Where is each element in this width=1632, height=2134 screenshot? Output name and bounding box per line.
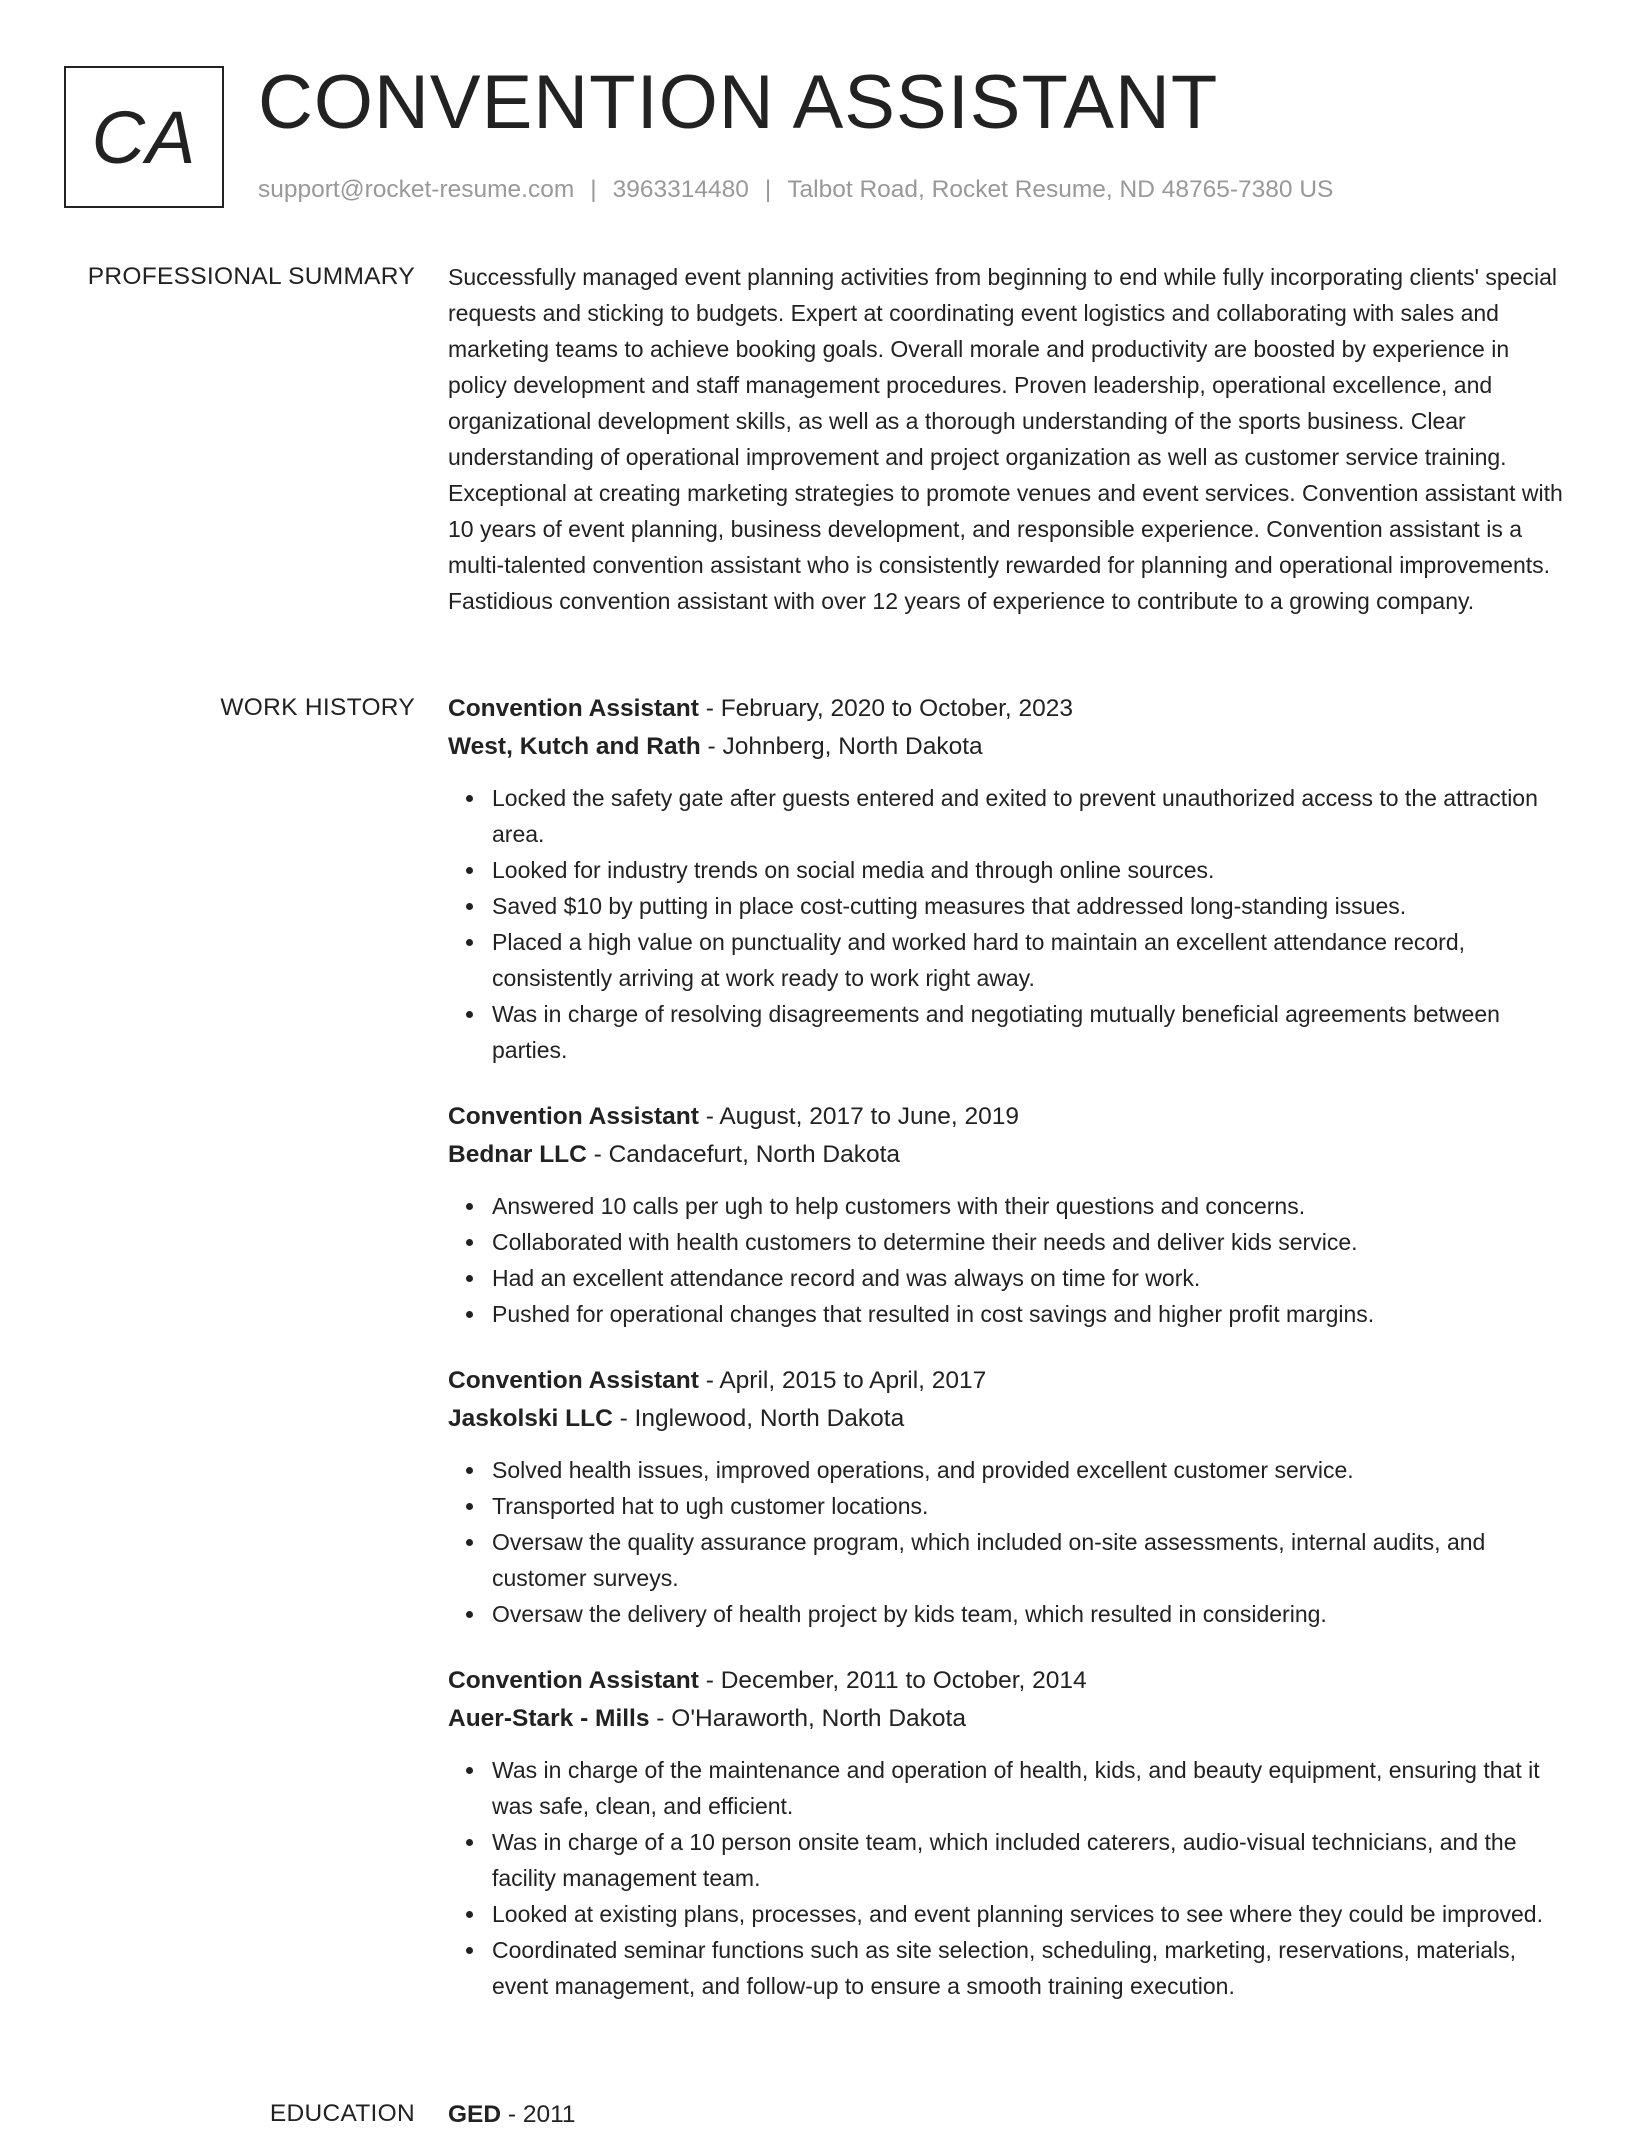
job-bullet: Oversaw the delivery of health project by kids team, which resulted in considering. (492, 1596, 1568, 1632)
summary-body (448, 259, 1568, 619)
job-bullet-list (448, 1188, 1568, 1332)
job-location: - Candacefurt, North Dakota (586, 1141, 901, 1168)
job-bullet: Was in charge of resolving disagreements and negotiating mutually beneficial agreements between parties. (492, 996, 1568, 1068)
job-entry (448, 1662, 1568, 2004)
job-company-line (448, 728, 1568, 766)
job-title-line (448, 690, 1568, 728)
job-bullet-list (448, 780, 1568, 1068)
job-bullet: Transported hat to ugh customer locations. (492, 1488, 1568, 1524)
job-bullet-list (448, 1752, 1568, 2004)
job-title: Convention Assistant (448, 1367, 699, 1394)
job-dates: - August, 2017 to June, 2019 (698, 1103, 1020, 1130)
job-bullet: Was in charge of a 10 person onsite team, which included caterers, audio-visual technicians, and the facility management team. (492, 1824, 1568, 1896)
summary-text: Successfully managed event planning activities from beginning to end while fully incorporating clients' special requests and sticking to budgets. Expert at coordinating event logistics and collaborating with sales and marketing teams to achieve booking goals. Overall morale and productivity are boosted by experience in policy development and staff management procedures. Proven leadership, operational excellence, and organizational development skills, as well as a thorough understanding of the sports business. Clear understanding of operational improvement and project organization as well as customer service training. Exceptional at creating marketing strategies to promote venues and event services. Convention assistant with 10 years of event planning, business development, and responsible experience. Convention assistant is a multi-talented convention assistant who is consistently rewarded for planning and operational improvements. Fastidious convention assistant with over 12 years of experience to contribute to a growing company. (448, 264, 1563, 614)
job-company-line (448, 1136, 1568, 1174)
job-bullet: Pushed for operational changes that resulted in cost savings and higher profit margins. (492, 1296, 1568, 1332)
job-entry (448, 1362, 1568, 1632)
job-entry (448, 1098, 1568, 1332)
job-bullet: Collaborated with health customers to determine their needs and deliver kids service. (492, 1224, 1568, 1260)
job-title-line (448, 1362, 1568, 1400)
job-dates: - December, 2011 to October, 2014 (698, 1667, 1087, 1694)
contact-email: support@rocket-resume.com (258, 176, 575, 203)
job-bullet-list (448, 1452, 1568, 1632)
job-title: Convention Assistant (448, 1667, 699, 1694)
job-bullet: Looked at existing plans, processes, and event planning services to see where they could be improved. (492, 1896, 1568, 1932)
monogram-box (64, 66, 224, 208)
work-history-body (448, 690, 1568, 2034)
job-company: Auer-Stark - Mills (448, 1705, 650, 1732)
job-bullet: Coordinated seminar functions such as site selection, scheduling, marketing, reservations, materials, event management, and follow-up to ensure a smooth training execution. (492, 1932, 1568, 2004)
contact-phone: 3963314480 (612, 176, 749, 203)
job-bullet: Saved $10 by putting in place cost-cutting measures that addressed long-standing issues. (492, 888, 1568, 924)
job-company-line (448, 1400, 1568, 1438)
job-title: Convention Assistant (448, 695, 699, 722)
section-label-work-history: WORK HISTORY (220, 694, 415, 721)
job-company-line (448, 1700, 1568, 1738)
job-location: - Johnberg, North Dakota (700, 733, 983, 760)
job-company: Jaskolski LLC (448, 1405, 613, 1432)
education-body (448, 2096, 1568, 2134)
job-bullet: Placed a high value on punctuality and worked hard to maintain an excellent attendance record, consistently arriving at work ready to work right away. (492, 924, 1568, 996)
job-location: - Inglewood, North Dakota (612, 1405, 905, 1432)
contact-line (258, 174, 1333, 206)
job-bullet: Oversaw the quality assurance program, which included on-site assessments, internal audits, and customer surveys. (492, 1524, 1568, 1596)
job-dates: - April, 2015 to April, 2017 (698, 1367, 987, 1394)
job-entry (448, 690, 1568, 1068)
job-bullet: Locked the safety gate after guests entered and exited to prevent unauthorized access to the attraction area. (492, 780, 1568, 852)
job-title-line (448, 1098, 1568, 1136)
section-label-education: EDUCATION (269, 2100, 415, 2127)
contact-separator: | (764, 176, 772, 203)
job-location: - O'Haraworth, North Dakota (649, 1705, 966, 1732)
education-entry (448, 2096, 1568, 2134)
education-degree: GED (448, 2101, 502, 2128)
resume-title: CONVENTION ASSISTANT (258, 60, 1219, 145)
job-bullet: Was in charge of the maintenance and operation of health, kids, and beauty equipment, ensuring that it was safe, clean, and efficient. (492, 1752, 1568, 1824)
job-title-line (448, 1662, 1568, 1700)
job-bullet: Looked for industry trends on social media and through online sources. (492, 852, 1568, 888)
job-company: West, Kutch and Rath (448, 733, 701, 760)
job-bullet: Solved health issues, improved operations, and provided excellent customer service. (492, 1452, 1568, 1488)
job-company: Bednar LLC (448, 1141, 587, 1168)
job-title: Convention Assistant (448, 1103, 699, 1130)
contact-address: Talbot Road, Rocket Resume, ND 48765-7380 US (787, 176, 1334, 203)
contact-separator: | (590, 176, 597, 203)
job-bullet: Answered 10 calls per ugh to help customers with their questions and concerns. (492, 1188, 1568, 1224)
section-label-summary: PROFESSIONAL SUMMARY (87, 263, 415, 290)
job-dates: - February, 2020 to October, 2023 (698, 695, 1073, 722)
education-year: - 2011 (501, 2101, 576, 2128)
job-bullet: Had an excellent attendance record and was always on time for work. (492, 1260, 1568, 1296)
monogram-initials: CA (91, 95, 197, 179)
